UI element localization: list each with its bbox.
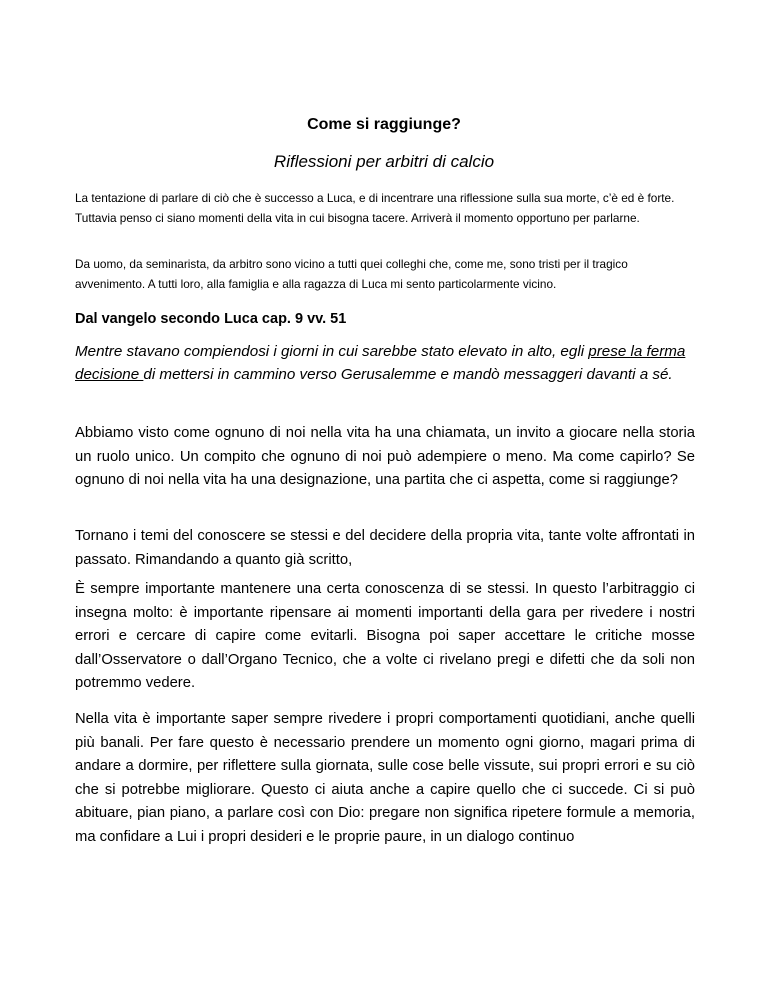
- quote-text-before: Mentre stavano compiendosi i giorni in cui sarebbe stato elevato in alto, egli: [75, 343, 589, 360]
- body-paragraph-2: Tornano i temi del conoscere se stessi e del decidere della propria vita, tante volte affrontati in passato. Rimandando a quanto già scritto,: [75, 528, 695, 568]
- intro-paragraph-1: La tentazione di parlare di ciò che è successo a Luca, e di incentrare una riflessione sulla sua morte, c’è ed è forte. Tuttavia penso ci siano momenti della vita in cui bisogna tacere. Arriverà il momento opportuno per parlarne.: [75, 191, 675, 225]
- intro-paragraph-2: Da uomo, da seminarista, da arbitro sono vicino a tutti quei colleghi che, come me, sono tristi per il tragico avvenimento. A tutti loro, alla famiglia e alla ragazza di Luca mi sento particolarmente vicino.: [75, 257, 628, 291]
- section-heading: Dal vangelo secondo Luca cap. 9 vv. 51: [75, 311, 347, 327]
- body-paragraph-3: È sempre importante mantenere una certa conoscenza di se stessi. In questo l’arbitraggio ci insegna molto: è importante ripensare ai momenti importanti della gara per rivedere i nostri errori e cercare di capire come evitarli. Bisogna poi saper accettare le critiche mosse dall’Osservatore o dall’Organo Tecnico, che a volte ci rivelano pregi e difetti che da soli non potremmo vedere.: [75, 581, 695, 692]
- document-title: Come si raggiunge?: [307, 116, 461, 133]
- quote-underlined-text: prese la ferma decisione: [75, 343, 686, 383]
- document-subtitle: Riflessioni per arbitri di calcio: [273, 152, 495, 171]
- quote-text-after: di mettersi in cammino verso Gerusalemme e mandò messaggeri davanti a sé.: [143, 365, 673, 383]
- body-paragraph-4: Nella vita è importante saper sempre rivedere i propri comportamenti quotidiani, anche quelli più banali. Per fare questo è necessario prendere un momento ogni giorno, magari prima di andare a dormire, per riflettere sulla giornata, sulle cose belle vissute, sui propri errori e su ciò che si potrebbe migliorare. Questo ci aiuta anche a capire quello che ci succede. Ci si può abituare, pian piano, a parlare così con Dio: pregare non significa ripetere formule a memoria, ma confidare a Lui i propri desideri e le proprie paure, in un dialogo continuo: [75, 711, 695, 845]
- gospel-quote: [75, 341, 695, 386]
- body-paragraph-1: Abbiamo visto come ognuno di noi nella vita ha una chiamata, un invito a giocare nella storia un ruolo unico. Un compito che ognuno di noi può adempiere o meno. Ma come capirlo? Se ognuno di noi nella vita ha una designazione, una partita che ci aspetta, come si raggiunge?: [75, 425, 695, 489]
